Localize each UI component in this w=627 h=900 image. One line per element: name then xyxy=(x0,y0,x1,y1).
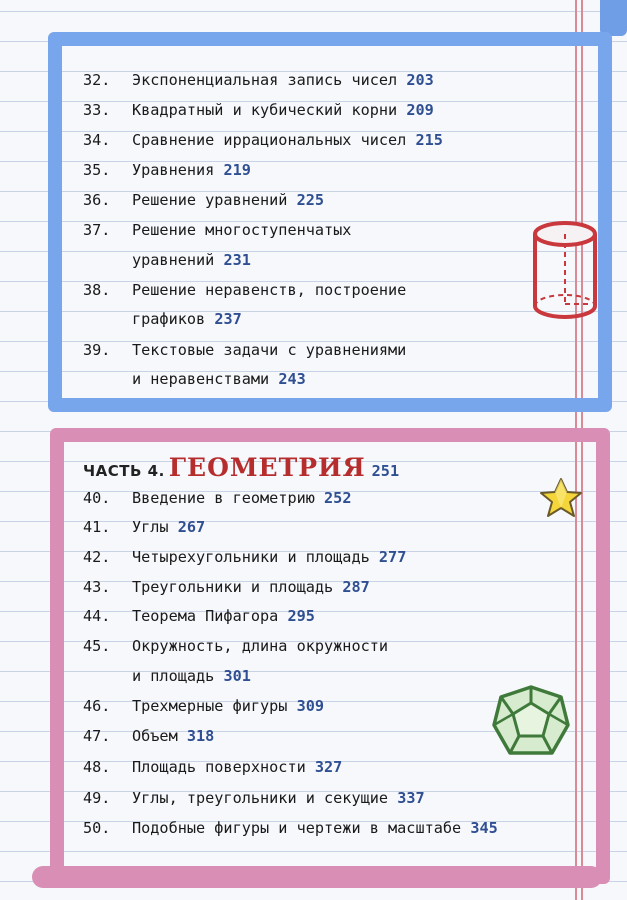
toc-page-number: 251 xyxy=(371,462,400,480)
toc-entry-title: Введение в геометрию xyxy=(132,489,315,507)
toc-page-number: 309 xyxy=(296,697,325,715)
toc-page-number: 337 xyxy=(397,789,425,807)
dodecahedron-icon xyxy=(490,683,572,763)
toc-page-number: 301 xyxy=(223,667,251,685)
toc-entry: 48. Площадь поверхности 327 xyxy=(83,758,343,776)
toc-page-number: 243 xyxy=(278,370,306,388)
toc-entry: 45. Окружность, длина окружности xyxy=(83,637,389,655)
toc-entry-title: Теорема Пифагора xyxy=(132,607,279,625)
toc-entry: 47. Объем 318 xyxy=(83,727,215,745)
toc-entry-title: Уравнения xyxy=(132,161,215,179)
star-icon xyxy=(538,476,584,520)
toc-entry: 38. Решение неравенств, построение xyxy=(83,281,407,299)
part-heading xyxy=(83,453,399,486)
toc-entry-title: Экспоненциальная запись чисел xyxy=(132,71,398,89)
toc-entry: 37. Решение многоступенчатых xyxy=(83,221,352,239)
toc-entry-title: графиков xyxy=(132,310,206,328)
toc-entry: 49. Углы, треугольники и секущие 337 xyxy=(83,789,425,807)
toc-entry-title: и неравенствами xyxy=(132,370,270,388)
toc-page-number: 295 xyxy=(287,607,315,625)
toc-entry: 33. Квадратный и кубический корни 209 xyxy=(83,101,434,119)
page-tab xyxy=(600,0,627,36)
toc-entry: 40. Введение в геометрию 252 xyxy=(83,489,352,507)
toc-page-number: 209 xyxy=(406,101,434,119)
toc-page-number: 231 xyxy=(223,251,251,269)
toc-entry: 50. Подобные фигуры и чертежи в масштабе 345 xyxy=(83,819,498,837)
toc-entry-title: Решение уравнений xyxy=(132,191,288,209)
toc-page-number: 287 xyxy=(342,578,370,596)
toc-page-number: 327 xyxy=(314,758,343,776)
toc-entry: 35. Уравнения 219 xyxy=(83,161,251,179)
toc-page-number: 277 xyxy=(378,548,407,566)
toc-entry-title: Решение многоступенчатых xyxy=(132,221,352,239)
toc-entry: 36. Решение уравнений 225 xyxy=(83,191,325,209)
part-title: ГЕОМЕТРИЯ xyxy=(168,453,366,482)
toc-entry-title: Окружность, длина окружности xyxy=(132,637,389,655)
toc-page-number: 203 xyxy=(406,71,434,89)
toc-entry: 39. Текстовые задачи с уравнениями xyxy=(83,341,407,359)
toc-entry: 44. Теорема Пифагора 295 xyxy=(83,607,315,625)
toc-entry-title: Четырехугольники и площадь xyxy=(132,548,370,566)
toc-entry-title: Текстовые задачи с уравнениями xyxy=(132,341,407,359)
toc-entry-title: Подобные фигуры и чертежи в масштабе xyxy=(132,819,462,837)
toc-page-number: 267 xyxy=(177,518,206,536)
toc-entry-title: Трехмерные фигуры xyxy=(132,697,288,715)
toc-entry: 46. Трехмерные фигуры 309 xyxy=(83,697,325,715)
toc-entry-title: и площадь xyxy=(132,667,215,685)
toc-entry-continuation xyxy=(132,250,251,270)
toc-entry-continuation xyxy=(132,369,306,389)
toc-entry-title: Решение неравенств, построение xyxy=(132,281,407,299)
toc-page-number: 318 xyxy=(186,727,215,745)
cylinder-icon xyxy=(528,218,602,328)
toc-entry-title: Квадратный и кубический корни xyxy=(132,101,398,119)
toc-entry: 43. Треугольники и площадь 287 xyxy=(83,578,370,596)
part-label: ЧАСТЬ 4. xyxy=(83,462,165,480)
toc-entry-title: Сравнение иррациональных чисел xyxy=(132,131,407,149)
toc-entry-title: Площадь поверхности xyxy=(132,758,306,776)
toc-entry-title: Углы, треугольники и секущие xyxy=(132,789,389,807)
toc-entry-title: Треугольники и площадь xyxy=(132,578,334,596)
toc-entry: 32. Экспоненциальная запись чисел 203 xyxy=(83,71,434,89)
bottom-marker-bar xyxy=(32,866,602,888)
toc-page-number: 215 xyxy=(415,131,443,149)
toc-entry-continuation xyxy=(132,666,251,686)
toc-page-number: 252 xyxy=(324,489,352,507)
toc-entry-title: уравнений xyxy=(132,251,215,269)
toc-page-number: 225 xyxy=(296,191,325,209)
toc-entry-continuation xyxy=(132,309,242,329)
toc-entry: 42. Четырехугольники и площадь 277 xyxy=(83,548,407,566)
toc-page-number: 345 xyxy=(470,819,498,837)
toc-entry: 41. Углы 267 xyxy=(83,518,206,536)
toc-entry-title: Углы xyxy=(132,518,169,536)
toc-entry-title: Объем xyxy=(132,727,178,745)
toc-page-number: 237 xyxy=(214,310,242,328)
toc-page-number: 219 xyxy=(223,161,251,179)
toc-entry: 34. Сравнение иррациональных чисел 215 xyxy=(83,131,443,149)
